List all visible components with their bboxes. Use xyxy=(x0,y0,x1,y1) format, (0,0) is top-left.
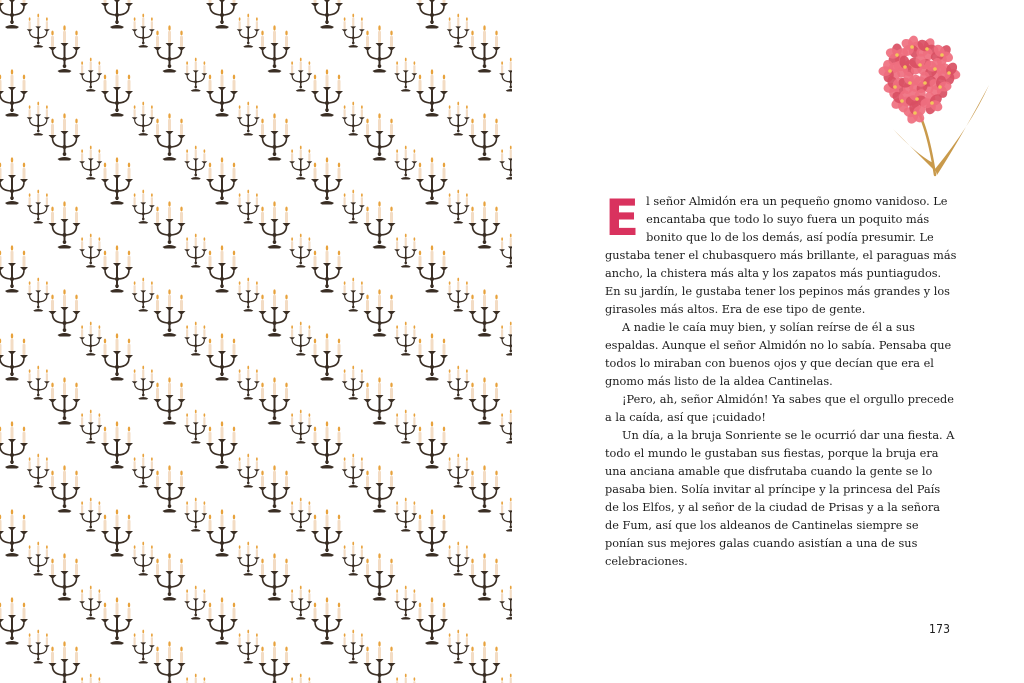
candelabra-icon xyxy=(206,421,238,468)
candelabra-small-icon xyxy=(342,542,365,576)
candelabra-small-icon xyxy=(184,322,207,356)
candelabra-icon xyxy=(154,113,186,160)
candelabra-icon xyxy=(469,289,501,336)
candelabra-icon xyxy=(259,25,291,72)
candelabra-small-icon xyxy=(499,674,512,683)
candelabra-icon xyxy=(206,0,238,29)
candelabra-small-icon xyxy=(132,454,155,488)
candelabra-small-icon xyxy=(447,190,470,224)
candelabra-icon xyxy=(469,553,501,600)
candelabra-icon xyxy=(0,69,28,116)
candelabra-small-icon xyxy=(499,498,512,532)
candelabra-small-icon xyxy=(394,674,417,683)
candelabra-small-icon xyxy=(394,410,417,444)
candelabra-small-icon xyxy=(342,102,365,136)
candelabra-icon xyxy=(311,333,343,380)
candelabra-small-icon xyxy=(499,586,512,620)
candelabra-small-icon xyxy=(237,366,260,400)
candelabra-icon xyxy=(364,289,396,336)
candelabra-icon xyxy=(364,201,396,248)
candelabra-small-icon xyxy=(79,58,102,92)
candelabra-icon xyxy=(259,289,291,336)
candelabra-icon xyxy=(206,597,238,644)
candelabra-small-icon xyxy=(184,234,207,268)
candelabra-small-icon xyxy=(447,366,470,400)
candelabra-icon xyxy=(311,157,343,204)
candelabra-icon xyxy=(0,333,28,380)
candelabra-icon xyxy=(416,0,448,29)
candelabra-icon xyxy=(206,333,238,380)
candelabra-small-icon xyxy=(237,278,260,312)
candelabra-small-icon xyxy=(27,630,50,664)
candelabra-small-icon xyxy=(447,542,470,576)
candelabra-icon xyxy=(154,289,186,336)
candelabra-small-icon xyxy=(79,410,102,444)
candelabra-icon xyxy=(0,509,28,556)
right-page xyxy=(512,0,1024,683)
candelabra-small-icon xyxy=(289,322,312,356)
candelabra-icon xyxy=(311,597,343,644)
candelabra-small-icon xyxy=(79,586,102,620)
paragraph-3: ¡Pero, ah, señor Almidón! Ya sabes que el orgullo precede a la caída, así que ¡cuidado! xyxy=(605,393,954,424)
candelabra-icon xyxy=(0,245,28,292)
candelabra-icon xyxy=(49,641,81,683)
candelabra-icon xyxy=(364,641,396,683)
candelabra-icon xyxy=(416,157,448,204)
candelabra-small-icon xyxy=(289,58,312,92)
candelabra-small-icon xyxy=(27,102,50,136)
candelabra-small-icon xyxy=(342,278,365,312)
candelabra-icon xyxy=(416,333,448,380)
candelabra-icon xyxy=(259,377,291,424)
candelabra-small-icon xyxy=(394,586,417,620)
candelabra-small-icon xyxy=(499,234,512,268)
candelabra-small-icon xyxy=(447,278,470,312)
page-number: 173 xyxy=(929,622,951,636)
candelabra-icon xyxy=(469,113,501,160)
candelabra-icon xyxy=(311,245,343,292)
candelabra-icon xyxy=(49,289,81,336)
candelabra-small-icon xyxy=(79,146,102,180)
candelabra-small-icon xyxy=(394,498,417,532)
candelabra-small-icon xyxy=(184,58,207,92)
candelabra-icon xyxy=(416,245,448,292)
candelabra-small-icon xyxy=(27,278,50,312)
candelabra-small-icon xyxy=(289,498,312,532)
candelabra-icon xyxy=(416,509,448,556)
candelabra-small-icon xyxy=(132,278,155,312)
candelabra-small-icon xyxy=(499,146,512,180)
candelabra-small-icon xyxy=(289,410,312,444)
candelabra-small-icon xyxy=(27,190,50,224)
candelabra-icon xyxy=(101,0,133,29)
candelabra-icon xyxy=(101,245,133,292)
candelabra-small-icon xyxy=(237,190,260,224)
candelabra-icon xyxy=(206,509,238,556)
candelabra-icon xyxy=(49,25,81,72)
candelabra-icon xyxy=(364,113,396,160)
candelabra-icon xyxy=(206,69,238,116)
candelabra-icon xyxy=(469,641,501,683)
candelabra-icon xyxy=(416,597,448,644)
candelabra-small-icon xyxy=(132,630,155,664)
candelabra-icon xyxy=(154,201,186,248)
candelabra-small-icon xyxy=(27,454,50,488)
candelabra-icon xyxy=(469,201,501,248)
candelabra-icon xyxy=(154,553,186,600)
paragraph-4: Un día, a la bruja Sonriente se le ocurrió dar una fiesta. A todo el mundo le gustaban sus fiestas, porque la bruja era una anciana amable que disfrutaba cuando la gente se lo pasaba bien. Solía invitar al príncipe y la princesa del País de los Elfos, y al señor de la ciudad de Prisas y a la señora de Fum, así que los aldeanos de Cantinelas siempre se ponían sus mejores galas cuando asistían a una de sus celebraciones. xyxy=(605,429,955,568)
candelabra-icon xyxy=(206,245,238,292)
candelabra-small-icon xyxy=(27,366,50,400)
candelabra-icon xyxy=(49,377,81,424)
candelabra-icon xyxy=(469,377,501,424)
candelabra-icon xyxy=(49,201,81,248)
candelabra-icon xyxy=(101,597,133,644)
candelabra-icon xyxy=(0,421,28,468)
candelabra-icon xyxy=(0,0,28,29)
candelabra-icon xyxy=(49,553,81,600)
candelabra-icon xyxy=(259,465,291,512)
candelabra-icon xyxy=(364,377,396,424)
candelabra-small-icon xyxy=(394,58,417,92)
candelabra-small-icon xyxy=(132,102,155,136)
candelabra-small-icon xyxy=(499,322,512,356)
candelabra-icon xyxy=(154,641,186,683)
candelabra-small-icon xyxy=(132,542,155,576)
candelabra-small-icon xyxy=(237,454,260,488)
candelabra-small-icon xyxy=(342,454,365,488)
paragraph-2: A nadie le caía muy bien, y solían reírse de él a sus espaldas. Aunque el señor Almidón no lo sabía. Pensaba que todos lo miraban con buenos ojos y que decían que era el gnomo más listo de la aldea Cantinelas. xyxy=(605,321,952,388)
candelabra-icon xyxy=(49,113,81,160)
paragraph-1-text: l señor Almidón era un pequeño gnomo vanidoso. Le encantaba que todo lo suyo fuera un poquito más bonito que lo de los demás, así podía presumir. Le gustaba tener el chubasquero más brillante, el paraguas más ancho, la chistera más alta y los zapatos más puntiagudos. En su jardín, le gustaba tener los pepinos más grandes y los girasoles más altos. Era de ese tipo de gente. xyxy=(605,195,957,316)
candelabra-small-icon xyxy=(447,630,470,664)
candelabra-icon xyxy=(154,25,186,72)
candelabra-icon xyxy=(311,69,343,116)
candelabra-icon xyxy=(101,333,133,380)
candelabra-icon xyxy=(101,509,133,556)
candelabra-small-icon xyxy=(184,498,207,532)
candelabra-icon xyxy=(154,465,186,512)
flower-illustration xyxy=(857,25,1007,185)
candelabra-icon xyxy=(416,69,448,116)
candelabra-icon xyxy=(259,113,291,160)
candelabra-small-icon xyxy=(342,630,365,664)
candelabra-icon xyxy=(0,157,28,204)
candelabra-small-icon xyxy=(79,674,102,683)
candelabra-small-icon xyxy=(394,146,417,180)
candelabra-icon xyxy=(259,641,291,683)
candelabra-icon xyxy=(469,465,501,512)
candelabra-icon xyxy=(311,0,343,29)
candelabra-icon xyxy=(311,509,343,556)
candelabra-small-icon xyxy=(184,146,207,180)
candelabra-icon xyxy=(259,201,291,248)
candelabra-small-icon xyxy=(289,234,312,268)
candelabra-small-icon xyxy=(27,14,50,48)
candelabra-small-icon xyxy=(394,234,417,268)
paragraph-1 xyxy=(605,189,957,319)
candelabra-small-icon xyxy=(132,366,155,400)
candelabra-small-icon xyxy=(342,190,365,224)
candelabra-icon xyxy=(49,465,81,512)
candelabra-small-icon xyxy=(447,454,470,488)
candelabra-small-icon xyxy=(499,410,512,444)
candelabra-small-icon xyxy=(447,102,470,136)
candelabra-small-icon xyxy=(342,14,365,48)
candelabra-icon xyxy=(206,157,238,204)
candelabra-small-icon xyxy=(79,498,102,532)
candelabra-icon xyxy=(311,421,343,468)
candelabra-icon xyxy=(259,553,291,600)
candelabra-small-icon xyxy=(132,14,155,48)
candelabra-icon xyxy=(364,553,396,600)
candelabra-small-icon xyxy=(289,586,312,620)
candelabra-small-icon xyxy=(342,366,365,400)
candelabra-small-icon xyxy=(184,674,207,683)
drop-cap: E xyxy=(605,189,640,247)
candelabra-small-icon xyxy=(79,322,102,356)
candelabra-icon xyxy=(416,421,448,468)
story-text xyxy=(605,189,957,571)
candelabra-icon xyxy=(101,421,133,468)
candelabra-small-icon xyxy=(237,542,260,576)
candelabra-icon xyxy=(469,25,501,72)
candelabra-small-icon xyxy=(237,14,260,48)
candelabra-small-icon xyxy=(184,410,207,444)
candelabra-small-icon xyxy=(289,146,312,180)
candelabra-icon xyxy=(101,157,133,204)
candelabra-small-icon xyxy=(394,322,417,356)
candelabra-small-icon xyxy=(447,14,470,48)
candelabra-small-icon xyxy=(499,58,512,92)
candelabra-icon xyxy=(364,465,396,512)
candelabra-icon xyxy=(101,69,133,116)
candelabra-small-icon xyxy=(184,586,207,620)
candelabra-small-icon xyxy=(79,234,102,268)
candelabra-small-icon xyxy=(289,674,312,683)
candelabra-icon xyxy=(364,25,396,72)
candelabra-small-icon xyxy=(132,190,155,224)
candelabra-small-icon xyxy=(27,542,50,576)
candelabra-small-icon xyxy=(237,102,260,136)
candelabra-icon xyxy=(154,377,186,424)
candelabra-icon xyxy=(0,597,28,644)
candelabra-small-icon xyxy=(237,630,260,664)
